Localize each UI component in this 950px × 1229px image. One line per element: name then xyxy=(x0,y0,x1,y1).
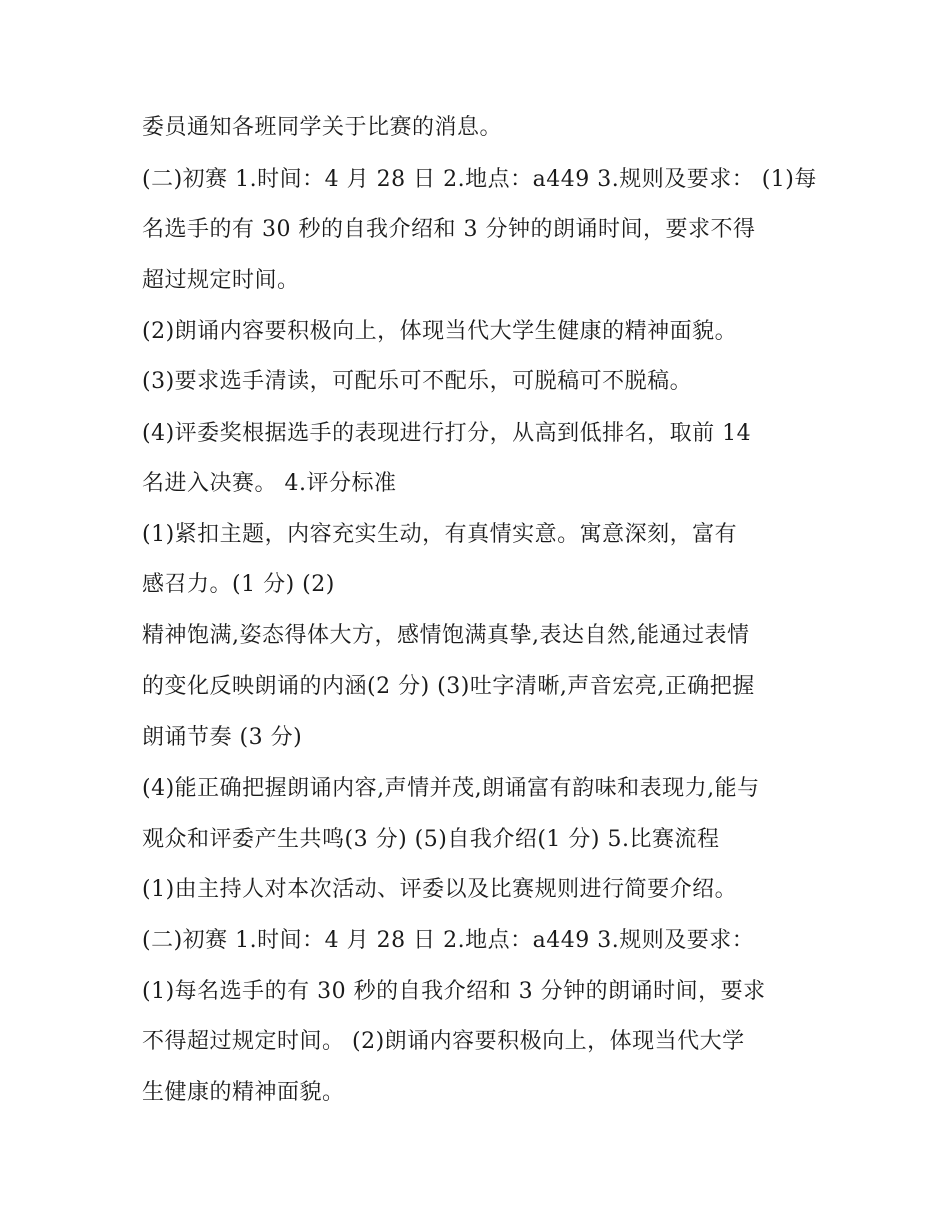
text-line: (2)朗诵内容要积极向上，体现当代大学生健康的精神面貌。 xyxy=(142,319,738,344)
text-line: 超过规定时间。 xyxy=(142,268,300,293)
text-line: (4)评委奖根据选手的表现进行打分，从高到低排名，取前 14 xyxy=(142,421,752,446)
text-line: 朗诵节奏 (3 分) xyxy=(142,725,303,750)
text-line: (1)由主持人对本次活动、评委以及比赛规则进行简要介绍。 xyxy=(142,877,738,902)
text-line: 委员通知各班同学关于比赛的消息。 xyxy=(142,115,503,140)
text-line: 生健康的精神面貌。 xyxy=(142,1080,345,1105)
text-line: (4)能正确把握朗诵内容,声情并茂,朗诵富有韵味和表现力,能与 xyxy=(142,776,760,801)
text-line: (3)要求选手清读，可配乐可不配乐，可脱稿可不脱稿。 xyxy=(142,369,693,394)
text-line: 感召力。(1 分) (2) xyxy=(142,572,335,597)
text-line: (二)初赛 1.时间：4 月 28 日 2.地点：a449 3.规则及要求： (1)每 xyxy=(142,167,817,192)
text-line: 精神饱满,姿态得体大方，感情饱满真挚,表达自然,能通过表情 xyxy=(142,623,750,648)
text-line: (二)初赛 1.时间：4 月 28 日 2.地点：a449 3.规则及要求： xyxy=(142,928,755,953)
text-line: (1)每名选手的有 30 秒的自我介绍和 3 分钟的朗诵时间，要求 xyxy=(142,979,766,1004)
text-line: 不得超过规定时间。 (2)朗诵内容要积极向上，体现当代大学 xyxy=(142,1029,745,1054)
text-line: (1)紧扣主题，内容充实生动，有真情实意。寓意深刻，富有 xyxy=(142,522,738,547)
text-line: 观众和评委产生共鸣(3 分) (5)自我介绍(1 分) 5.比赛流程 xyxy=(142,827,720,852)
text-line: 名进入决赛。 4.评分标准 xyxy=(142,471,397,496)
text-line: 的变化反映朗诵的内涵(2 分) (3)吐字清晰,声音宏亮,正确把握 xyxy=(142,674,755,699)
text-line: 名选手的有 30 秒的自我介绍和 3 分钟的朗诵时间，要求不得 xyxy=(142,217,756,242)
